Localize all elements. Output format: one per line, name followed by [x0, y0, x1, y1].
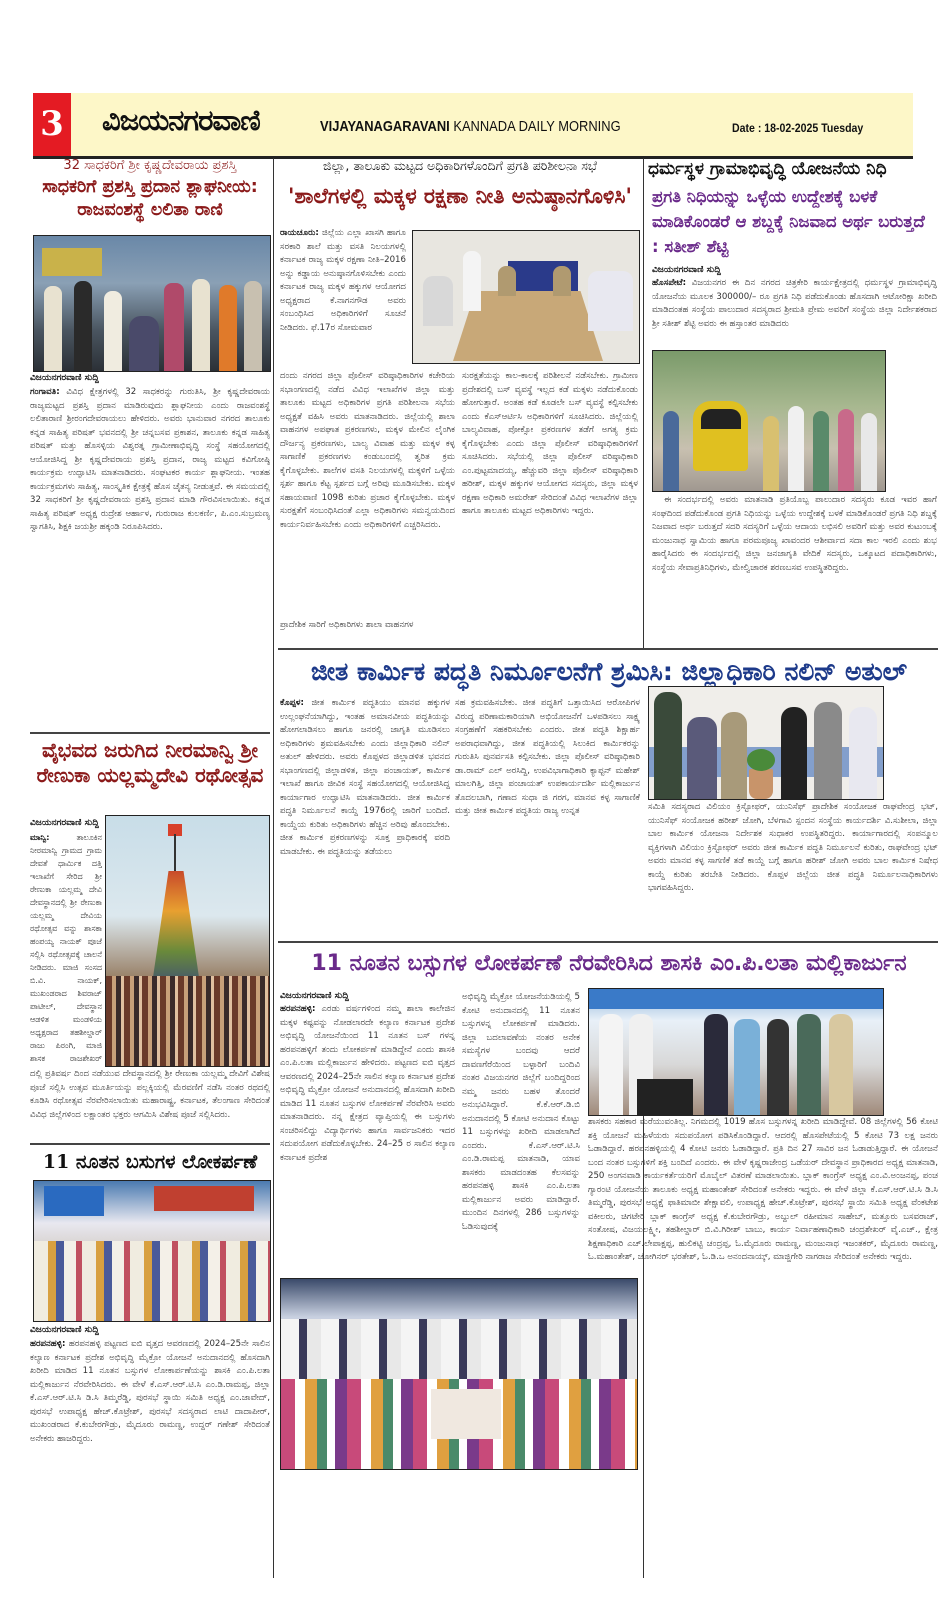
photo-person-standing — [463, 251, 481, 311]
photo-person — [654, 692, 682, 799]
photo-chariot — [151, 871, 201, 991]
photo-person — [829, 1014, 853, 1115]
photo-banner — [589, 989, 883, 1009]
workshop-inauguration-photo — [648, 686, 884, 800]
photo-person — [423, 276, 453, 326]
rathotsava-body-side — [30, 831, 102, 1066]
school-safety-intro-text: ಜಿಲ್ಲೆಯ ಎಲ್ಲಾ ಖಾಸಗಿ ಹಾಗೂ ಸರಕಾರಿ ಶಾಲೆ ಮತ್ತು ವಸತಿ ನಿಲಯಗಳಲ್ಲಿ ಕರ್ನಾಟಕ ರಾಜ್ಯ ಮಕ್ಕಳ ರಕ್ಷಣಾ ನೀತಿ–2016 ಅನ್ನು ಕಡ್ಡಾಯ ಅನುಷ್ಠಾನಗೊಳಿಸಬೇಕು ಎಂದು ಕರ್ನಾಟಕ ರಾಜ್ಯ ಮಕ್ಕಳ ಹಕ್ಕುಗಳ ಆಯೋಗದ ಅಧ್ಯಕ್ಷರಾದ ಕೆ.ನಾಗನಗೌಡ ಅವರು ಸಂಬಂಧಿಸಿದ ಅಧಿಕಾರಿಗಳಿಗೆ ಸೂಚನೆ ನೀಡಿದರು. ಫೆ.17ರ ಸೋಮವಾರ — [280, 228, 406, 333]
rathotsava-body-bottom: ದಲ್ಲಿ ಪ್ರತಿವರ್ಷ ದಿಂದ ನಡೆಯುವ ದೇವಸ್ಥಾನದಲ್ಲಿ ಶ್ರೀ ರೇಣುಕಾ ಯಲ್ಲಮ್ಮ ದೇವಿಗೆ ವಿಶೇಷ ಪೂಜೆ ಸಲ್ಲಿಸಿ ಉತ್ಸವ ಮೂರ್ತಿಯನ್ನು ಪಲ್ಲಕ್ಕಿಯಲ್ಲಿ ಮೆರವಣಿಗೆ ನಡೆಸಿ ನಂತರ ರಥದಲ್ಲಿ ಕೂಡಿಸಿ ರಥೋತ್ಸವ ನೆರವೇರಿಸಲಾಯಿತು ಮಹಾರಾಷ್ಟ್ರ, ಕರ್ನಾಟಕ, ತೆಲಂಗಾಣ ಸೇರಿದಂತೆ ವಿವಿಧ ಜಿಲ್ಲೆಗಳಿಂದ ಲಕ್ಷಾಂತರ ಭಕ್ತರು ಆಗಮಿಸಿ ವಿಶೇಷ ಪೂಜೆ ಸಲ್ಲಿಸಿದರು. — [30, 1069, 270, 1120]
rathotsava-dateline: ಮಾನ್ವಿ: — [30, 833, 50, 842]
bonded-labour-headline: ಜೀತ ಕಾರ್ಮಿಕ ಪದ್ಧತಿ ನಿರ್ಮೂಲನೆಗೆ ಶ್ರಮಿಸಿ: ಜಿಲ್ಲಾಧಿಕಾರಿ ನಲಿನ್ ಅತುಲ್ — [311, 657, 907, 686]
photo-person-seated — [129, 316, 159, 371]
school-safety-col2: ಸುರಕ್ಷತೆಯನ್ನು ಕಾಲ-ಕಾಲಕ್ಕೆ ಪರಿಶೀಲನೆ ನಡೆಸಬೇಕು. ಗ್ರಾಮೀಣ ಪ್ರದೇಶದಲ್ಲಿ ಬಸ್ ವ್ಯವಸ್ಥೆ ಇಲ್ಲದ ಕಡೆ ಮಕ್ಕಳು ನಡೆದುಕೊಂಡು ಹೋಗುತ್ತಾರೆ. ಅಂತಹ ಕಡೆ ಕೂಡಲೇ ಬಸ್ ವ್ಯವಸ್ಥೆ ಕಲ್ಪಿಸಬೇಕು ಎಂದು ಕೆಎಸ್ಆರ್ಟಿಸಿ ಅಧಿಕಾರಿಗಳಿಗೆ ಸೂಚಿಸಿದರು. ಜಿಲ್ಲೆಯಲ್ಲಿ ಬಾಲ್ಯವಿವಾಹ, ಪೋಕ್ಸೋ ಪ್ರಕರಣಗಳ ತಡೆಗೆ ಅಗತ್ಯ ಕ್ರಮ ಕೈಗೊಳ್ಳಬೇಕು ಎಂದು ಜಿಲ್ಲಾ ಪೊಲೀಸ್ ವರಿಷ್ಠಾಧಿಕಾರಿಗಳಿಗೆ ಸೂಚಿಸಿದರು. ಸಭೆಯಲ್ಲಿ ಜಿಲ್ಲಾ ಪೊಲೀಸ್ ವರಿಷ್ಠಾಧಿಕಾರಿ ಎಂ.ಪುಟ್ಟಮಾದಯ್ಯ, ಹೆಚ್ಚುವರಿ ಜಿಲ್ಲಾ ಪೊಲೀಸ್ ವರಿಷ್ಠಾಧಿಕಾರಿ ಹರೀಶ್, ಮಕ್ಕಳ ಹಕ್ಕುಗಳ ಆಯೋಗದ ಸದಸ್ಯರು, ಜಿಲ್ಲಾ ಮಕ್ಕಳ ರಕ್ಷಣಾ ಅಧಿಕಾರಿ ಅಮರೇಶ್ ಸೇರಿದಂತೆ ವಿವಿಧ ಇಲಾಖೆಗಳ ಜಿಲ್ಲಾ ಹಾಗೂ ತಾಲೂಕು ಮಟ್ಟದ ಅಧಿಕಾರಿಗಳು ಇದ್ದರು. — [462, 371, 638, 516]
subtitle-rest: KANNADA DAILY MORNING — [453, 118, 621, 135]
buses-main-col2: ಅಭಿವೃದ್ಧಿ ಮೈಕ್ರೋ ಯೋಜನೆಯಡಿಯಲ್ಲಿ 5 ಕೋಟಿ ಅನುದಾನದಲ್ಲಿ 11 ನೂತನ ಬಸ್ಸುಗಳನ್ನ ಲೋಕರ್ಪಣೆ ಮಾಡಿದರು. ಜಿಲ್ಲಾ ಬದಲಾವಣೆಯ ನಂತರ ಅನೇಕ ಸಮಸ್ಯೆಗಳ ಬಂದವು ಆದರೆ ದಾವಣಗೆರೆಯಿಂದ ಬಳ್ಳಾರಿಗೆ ಬಂದಿವಿ ನಂತರ ವಿಜಯನಗರ ಜಿಲ್ಲೆಗೆ ಬಂದಿದ್ದರಿಂದ ನಮ್ಮ ಜನರು ಬಹಳ ತೊಂದರೆ ಅನುಭವಿಸಿದ್ದಾರೆ. ಕೆ.ಕೆ.ಆರ್.ಡಿ.ಬಿ ಅನುದಾನದಲ್ಲಿ 5 ಕೋಟಿ ಅನುದಾನ ಕೊಟ್ಟು 11 ಬಸ್ಸುಗಳನ್ನು ಖರೀದಿ ಮಾಡಲಾಗಿದೆ ಎಂದರು. ಕೆ.ಎಸ್.ಆರ್.ಟಿ.ಸಿ ಎಂ.ಡಿ.ರಾಮಪ್ಪ ಮಾತನಾಡಿ, ಯಾವ ಶಾಸಕರು ಮಾಡದಂತಹ ಕೆಲಸವನ್ನು ಹರಪನಹಳ್ಳಿ ಶಾಸಕಿ ಎಂ.ಪಿ.ಲತಾ ಮಲ್ಲಿಕಾರ್ಜುನ ಅವರು ಮಾಡಿದ್ದಾರೆ. ಮುಂದಿನ ದಿನಗಳಲ್ಲಿ 286 ಬಸ್ಸುಗಳನ್ನು ಓಡಿಸುವುದಕ್ಕೆ — [462, 992, 580, 1232]
bus-inauguration-photo — [33, 1180, 271, 1322]
photo-police-officer — [553, 266, 571, 296]
award-body-text: ವಿವಿಧ ಕ್ಷೇತ್ರಗಳಲ್ಲಿ 32 ಸಾಧಕರನ್ನು ಗುರುತಿಸಿ, ಶ್ರೀ ಕೃಷ್ಣದೇವರಾಯ ರಾಜ್ಯಮಟ್ಟದ ಪ್ರಶಸ್ತಿ ಪ್ರದಾನ ಮಾಡಿರುವುದು ಶ್ಲಾಘನೀಯ ಎಂದು ರಾಜವಂಶಸ್ಥೆ ಲಲಿತಾರಾಣಿ ಶ್ರೀರಂಗದೇವರಾಯಲು ಹೇಳಿದರು. ಅವರು ಭಾನುವಾರ ನಗರದ ತಾಲೂಕು ಕನ್ನಡ ಸಾಹಿತ್ಯ ಪರಿಷತ್ ಭವನದಲ್ಲಿ ಶ್ರೀ ಚನ್ನಬಸವ ಪ್ರಕಾಶನ, ತಾಲೂಕು ಕನ್ನಡ ಸಾಹಿತ್ಯ ಪರಿಷತ್ ಮತ್ತು ಹೊಸಳ್ಳಿಯ ವಿಶ್ವರತ್ನ ಗ್ರಾಮೀಣಾಭಿವೃದ್ಧಿ ಸಂಸ್ಥೆ ಸಹಯೋಗದಲ್ಲಿ ಆಯೋಜಿಸಿದ್ದ ಶ್ರೀ ಕೃಷ್ಣದೇವರಾಯ ಪ್ರಶಸ್ತಿ ಪ್ರದಾನ, ರಾಜ್ಯ ಮಟ್ಟದ ಕವಿಗೋಷ್ಠಿ ಕಾರ್ಯಕ್ರಮ ಉದ್ಘಾಟಿಸಿ ಮಾತನಾಡಿದರು. ಸಂಘಟಕರ ಕಾರ್ಯ ಶ್ಲಾಘನೀಯ. ಇಂತಹ ಕಾರ್ಯಕ್ರಮಗಳು ಸಾಹಿತ್ಯ, ಸಾಂಸ್ಕೃತಿಕ ಕ್ಷೇತ್ರಕ್ಕೆ ಹೊಸ ಚೈತನ್ಯ ನೀಡುತ್ತವೆ. ಈ ಸಮಯದಲ್ಲಿ 32 ಸಾಧಕರಿಗೆ ಶ್ರೀ ಕೃಷ್ಣದೇವರಾಯ ಪ್ರಶಸ್ತಿ ಪ್ರದಾನ ಮಾಡಿ ಗೌರವಿಸಲಾಯಿತು. ಕನ್ನಡ ಸಾಹಿತ್ಯ ಪರಿಷತ್ ಅಧ್ಯಕ್ಷ ರುದ್ರೇಶ ಆರ್ಹಾಳ, ಗುರುರಾಜ ಕುಲಕರ್ಣಿ, ಪಿ.ಎಂ.ಸುಬ್ರಮಣ್ಯ ಸ್ವಾಗತಿಸಿ, ಶಿಕ್ಷಕಿ ಜಯಶ್ರೀ ಹಕ್ಕಂಡಿ ನಿರೂಪಿಸಿದರು. — [30, 387, 270, 532]
school-safety-intro — [280, 227, 406, 367]
award-body — [30, 386, 270, 724]
photo-bus-sign — [154, 1186, 254, 1211]
photo-person — [814, 702, 842, 799]
rathotsava-byline: ವಿಜಯನಗರವಾಣಿ ಸುದ್ದಿ — [30, 818, 99, 828]
school-safety-col1: ದಂದು ನಗರದ ಜಿಲ್ಲಾ ಪೊಲೀಸ್ ವರಿಷ್ಠಾಧಿಕಾರಿಗಳ ಕಚೇರಿಯ ಸಭಾಂಗಣದಲ್ಲಿ ನಡೆದ ವಿವಿಧ ಇಲಾಖೆಗಳ ಜಿಲ್ಲಾ ಮತ್ತು ತಾಲೂಕು ಮಟ್ಟದ ಅಧಿಕಾರಿಗಳ ಪ್ರಗತಿ ಪರಿಶೀಲನಾ ಸಭೆಯ ಅಧ್ಯಕ್ಷತೆ ವಹಿಸಿ ಅವರು ಮಾತನಾಡಿದರು. ಜಿಲ್ಲೆಯಲ್ಲಿ ಶಾಲಾ ವಾಹನಗಳ ಅಪಘಾತ ಪ್ರಕರಣಗಳು, ಮಕ್ಕಳ ಮೇಲಿನ ಲೈಂಗಿಕ ದೌರ್ಜನ್ಯ ಪ್ರಕರಣಗಳು, ಬಾಲ್ಯ ವಿವಾಹ ಮತ್ತು ಮಕ್ಕಳ ಕಳ್ಳ ಸಾಗಾಣಿಕೆ ಪ್ರಕರಣಗಳು ಕಂಡುಬಂದಲ್ಲಿ ತ್ವರಿತ ಕ್ರಮ ಕೈಗೊಳ್ಳಬೇಕು. ಶಾಲೆಗಳ ವಸತಿ ನಿಲಯಗಳಲ್ಲಿ ಮಕ್ಕಳಿಗೆ ಒಳ್ಳೆಯ ಸ್ಪರ್ಶ ಹಾಗೂ ಕೆಟ್ಟ ಸ್ಪರ್ಶದ ಬಗ್ಗೆ ಅರಿವು ಮೂಡಿಸಬೇಕು. ಮಕ್ಕಳ ಸಹಾಯವಾಣಿ 1098 ಕುರಿತು ಪ್ರಚಾರ ಕೈಗೊಳ್ಳಬೇಕು. ಮಕ್ಕಳ ಸುರಕ್ಷತೆಗೆ ಸಂಬಂಧಿಸಿದಂತೆ ಎಲ್ಲಾ ಅಧಿಕಾರಿಗಳು ಸಮನ್ವಯದಿಂದ ಕಾರ್ಯನಿರ್ವಹಿಸಬೇಕು ಎಂದು ಅಧಿಕಾರಿಗಳಿಗೆ ಎಚ್ಚರಿಸಿದರು. — [280, 371, 455, 530]
photo-person — [104, 291, 122, 371]
award-kicker: 32 ಸಾಧಕರಿಗೆ ಶ್ರೀ ಕೃಷ್ಣದೇವರಾಯ ಪ್ರಶಸ್ತಿ — [63, 158, 237, 173]
subtitle-bold: VIJAYANAGARAVANI — [320, 118, 450, 135]
buses-short-text: ಹರಪನಹಳ್ಳಿ ಪಟ್ಟಣದ ಐಬಿ ವೃತ್ತದ ಆವರಣದಲ್ಲಿ 2024–25ನೇ ಸಾಲಿನ ಕಲ್ಯಾಣ ಕರ್ನಾಟಕ ಪ್ರದೇಶ ಅಭಿವೃದ್ಧಿ ಮೈಕ್ರೋ ಯೋಜನೆ ಅನುದಾನದಲ್ಲಿ ಹೊಸದಾಗಿ ಖರೀದಿ ಮಾಡಿದ 11 ನೂತನ ಬಸ್ಸುಗಳ ಲೋಕಾರ್ಪಣೆಯನ್ನು ಶಾಸಕಿ ಎಂ.ಪಿ.ಲತಾ ಮಲ್ಲಿಕಾರ್ಜುನ ನೆರವೇರಿಸಿದರು. ಈ ವೇಳೆ ಕೆ.ಎಸ್.ಆರ್.ಟಿ.ಸಿ ಎಂ.ಡಿ.ರಾಮಪ್ಪ, ಜಿಲ್ಲಾ ಕೆ.ಎಸ್.ಆರ್.ಟಿ.ಸಿ ಡಿ.ಸಿ ತಿಮ್ಮರೆಡ್ಡಿ, ಪುರಸಭೆ ಸ್ಥಾಯಿ ಸಮಿತಿ ಅಧ್ಯಕ್ಷ ಎಂ.ಜಾವೇದ್, ಪುರಸಭೆ ಉಪಾಧ್ಯಕ್ಷ ಹೇಚ್.ಕೊಟ್ರೇಶ್, ಪುರಸಭೆ ಸದಸ್ಯರಾದ ಲಾಟಿ ದಾದಾಪೀರ್, ಮುಖಂಡರಾದ ಕೆ.ಕುಬೇರಗೌಡ್ರು, ಮೈದೂರು ರಾಮಣ್ಣ, ಉದ್ದರ್ ಗಣೇಶ್ ಸೇರಿದಂತೆ ಅನೇಕರು ಹಾಜರಿದ್ದರು. — [30, 1339, 270, 1444]
buses-short-byline: ವಿಜಯನಗರವಾಣಿ ಸುದ್ದಿ — [30, 1325, 99, 1335]
bonded-labour-col1 — [280, 697, 450, 933]
section-divider — [30, 1143, 270, 1145]
buses-short-body — [30, 1338, 270, 1578]
rathotsava-headline: ವೈಭವದ ಜರುಗಿದ ನೀರಮಾನ್ವಿ ಶ್ರೀ ರೇಣುಕಾ ಯಲ್ಲಮ್ಮದೇವಿ ರಥೋತ್ಸವ — [36, 738, 264, 787]
dharmasthala-byline: ವಿಜಯನಗರವಾಣಿ ಸುದ್ದಿ — [652, 265, 721, 275]
column-rule-left — [273, 158, 274, 1578]
award-headline: ಸಾಧಕರಿಗೆ ಪ್ರಶಸ್ತಿ ಪ್ರದಾನ ಶ್ಲಾಘನೀಯ: ರಾಜವಂಶಸ್ಥೆ ಲಲಿತಾ ರಾಣಿ — [42, 177, 258, 220]
photo-crowd — [106, 976, 269, 1066]
buses-main-col1-text: ಎರಡು ವರ್ಷಗಳಿಂದ ನಮ್ಮ ಶಾಲಾ ಕಾಲೇಜಿನ ಮಕ್ಕಳ ಕಷ್ಟವನ್ನು ನೋಡಲಾರದೇ ಕಲ್ಯಾಣ ಕರ್ನಾಟಕ ಪ್ರದೇಶ ಅಭಿವೃದ್ಧಿ ಯೋಜನೆಯಿಂದ 11 ನೂತನ ಬಸ್ ಗಳನ್ನ ಹರಪನಹಳ್ಳಿಗೆ ತಂದು ಲೋಕರ್ಪಣೆ ಮಾಡಿದ್ದೇನೆ ಎಂದು ಶಾಸಕಿ ಎಂ.ಪಿ.ಲತಾ ಮಲ್ಲಿಕಾರ್ಜುನ ಹೇಳಿದರು. ಪಟ್ಟಣದ ಐಬಿ ವೃತ್ತದ ಆವರಣದಲ್ಲಿ 2024–25ನೇ ಸಾಲಿನ ಕಲ್ಯಾಣ ಕರ್ನಾಟಕ ಪ್ರದೇಶ ಅಭಿವೃದ್ಧಿ ಮೈಕ್ರೋ ಯೋಜನೆ ಅನುದಾನದಲ್ಲಿ ಹೊಸದಾಗಿ ಖರೀದಿ ಮಾಡಿದ 11 ನೂತನ ಬಸ್ಸುಗಳ ಲೋಕರ್ಪಣೆ ನೆರವೇರಿಸಿ ಅವರು ಮಾತನಾಡಿದರು. ನನ್ನ ಕ್ಷೇತ್ರದ ವ್ಯಾಪ್ತಿಯಲ್ಲಿ ಈ ಬಸ್ಸುಗಳು ಸಂಚರಿಸಲಿದ್ದು ವಿದ್ಯಾರ್ಥಿಗಳು ಹಾಗೂ ಸಾರ್ವಜನಿಕರು ಇದರ ಸದುಪಯೋಗ ಪಡೆದುಕೊಳ್ಳಬೇಕು. 24–25 ರ ಸಾಲಿನ ಕಲ್ಯಾಣ ಕರ್ನಾಟಕ ಪ್ರದೇಶ — [280, 1004, 455, 1163]
photo-person — [813, 411, 829, 491]
photo-person — [788, 406, 804, 491]
photo-person — [797, 1014, 821, 1115]
photo-person — [244, 281, 262, 371]
photo-person — [44, 286, 62, 371]
buses-main-col3: ಶಾಸಕರು ಸಹಕಾರ ಮರೆಯುವಂತಿಲ್ಲ. ನಿಗಮದಲ್ಲಿ 1019 ಹೊಸ ಬಸ್ಸುಗಳನ್ನ ಖರೀದಿ ಮಾಡಿದ್ದೇವೆ. 08 ಜಿಲ್ಲೆಗಳಲ್ಲಿ 56 ಕೋಟಿ ಶಕ್ತಿ ಯೋಜನೆ ಮಹಿಳೆಯರು ಸದುಪಯೋಗ ಪಡಿಸಿಕೊಂಡಿದ್ದಾರೆ. ಆದರಲ್ಲಿ ಹೊಸಪೇಟೆಯಲ್ಲಿ 5 ಕೋಟಿ 73 ಲಕ್ಷ ಜನರು ಓಡಾಡಿದ್ದಾರೆ. ಹರಪನಹಳ್ಳಿಯಲ್ಲಿ 4 ಕೋಟಿ ಜನರು ಓಡಾಡಿದ್ದಾರೆ. ಪ್ರತಿ ದಿನ 27 ಸಾವಿರ ಜನ ಓಡಾಡುತ್ತಿದ್ದಾರೆ. ಈ ಯೋಜನೆ ಬಂದ ನಂತರ ಬಸ್ಸುಗಳಿಗೆ ಶಕ್ತಿ ಬಂದಿದೆ ಎಂದರು. ಈ ವೇಳೆ ಕೃಷ್ಣರಾಜೇಂದ್ರ ಒಡೆಯರ್ ದೇವಸ್ಥಾನ ಪ್ರಾಧಿಕಾರದ ಅಧ್ಯಕ್ಷ ಮಾತನಾಡಿ, 250 ಅಂಗನವಾಡಿ ಕಾರ್ಯಕರ್ತೆಯರಿಗೆ ಮೊಬೈಲ್ ವಿತರಣೆ ಮಾಡಲಾಯಿತು. ಬ್ಲಾಕ್ ಕಾಂಗ್ರೆಸ್ ಅಧ್ಯಕ್ಷ ಎಂ.ವಿ.ಅಂಜನಪ್ಪ, ಪಂಚ ಗ್ಯಾರಂಟಿ ಯೋಜನೆಯ ತಾಲೂಕು ಅಧ್ಯಕ್ಷ ಮಹಾಂತೇಶ್ ಸೇರಿದಂತೆ ಅನೇಕರು ಇದ್ದರು. ಈ ವೇಳೆ ಜಿಲ್ಲಾ ಕೆ.ಎಸ್.ಆರ್.ಟಿ.ಸಿ ಡಿ.ಸಿ ತಿಮ್ಮರೆಡ್ಡಿ, ಪುರಸಭೆ ಅಧ್ಯಕ್ಷೆ ಫಾತಿಮಾಬೀ ಶೇಕ್ಷಾವಲಿ, ಉಪಾಧ್ಯಕ್ಷ ಹೇಚ್.ಕೊಟ್ರೇಶ್, ಪುರಸಭೆ ಸ್ಥಾಯಿ ಸಮಿತಿ ಅಧ್ಯಕ್ಷ ವೆಂಕಟೇಶ ವಕೀಲರು, ಚಿಗಟೇರಿ ಬ್ಲಾಕ್ ಕಾಂಗ್ರೆಸ್ ಅಧ್ಯಕ್ಷ ಕೆ.ಕುಬೇರಗೌಡ್ರು, ಅಬ್ದುಲ್ ರಹೀಮಾನ ಸಾಹೇಬ್, ಮತ್ತೂರು ಬಸವರಾಜ್, ಸಂತೋಷ, ವಿಜಯಲಕ್ಷ್ಮೀ, ತಹಶೀಲ್ದಾರ್ ಬಿ.ವಿ.ಗಿರೀಶ್ ಬಾಬು, ಕಾರ್ಯ ನಿರ್ವಾಹಣಾಧಿಕಾರಿ ಚಂದ್ರಶೇಖರ್ ವೈ.ಎಚ್., ಕ್ಷೇತ್ರ ಶಿಕ್ಷಣಾಧಿಕಾರಿ ಎಚ್.ಲೇಪಾಕ್ಷಪ್ಪ, ಹುಲಿಕಟ್ಟಿ ಚಂದ್ರಪ್ಪ, ಓ.ಮೈದೂರು ರಾಮಣ್ಣ, ಮಂಜುನಾಥ ಇಜಂತಕರ್, ಮೈದೂರು ರಾಮಣ್ಣ, ಓ.ಮಹಾಂತೇಶ್, ಜೋಗಿನರ್ ಭರತೇಶ್, ಓ.ಡಿ.ಒ ಅನಂದನಾಯ್ಕ್, ಮಾಜ್ಜಿಗೇರಿ ನಾಗರಾಜ ಸೇರಿದಂತೆ ಅನೇಕರು ಇದ್ದರು. — [588, 1117, 938, 1262]
lamp-lighting-photo — [588, 988, 884, 1116]
photo-person-saree — [734, 1019, 760, 1115]
column-rule-right — [643, 158, 644, 648]
dharmasthala-dateline: ಹೊಸಪೇಟೆ: — [652, 278, 687, 288]
school-safety-kicker: ಜಿಲ್ಲಾ, ತಾಲೂಕು ಮಟ್ಟದ ಅಧಿಕಾರಿಗಳೊಂದಿಗೆ ಪ್ರಗತಿ ಪರಿಶೀಲನಾ ಸಭೆ — [323, 158, 597, 173]
photo-person — [74, 281, 92, 371]
photo-plant — [747, 749, 775, 771]
school-safety-col1-last: ಪ್ರಾದೇಶಿಕ ಸಾರಿಗೆ ಅಧಿಕಾರಿಗಳು ಶಾಲಾ ವಾಹನಗಳ — [280, 620, 414, 630]
dharmasthala-body-bottom: ಈ ಸಂದರ್ಭದಲ್ಲಿ ಅವರು ಮಾತನಾಡಿ ಪ್ರತಿಯೊಬ್ಬ ಪಾಲುದಾರ ಸದಸ್ಯರು ಕೂಡ ಇವರ ಹಾಗೆ ಸಂಘದಿಂದ ಪಡೆದುಕೊಂಡ ಪ್ರಗತಿ ನಿಧಿಯನ್ನು ಒಳ್ಳೆಯ ಉದ್ದೇಶಕ್ಕೆ ಬಳಕೆ ಮಾಡಿಕೊಂಡರೆ ಪ್ರಗತಿ ನಿಧಿ ಶಬ್ದಕ್ಕೆ ನಿಜವಾದ ಅರ್ಥ ಬರುತ್ತದೆ ಸದರಿ ಸದಸ್ಯರಿಗೆ ಒಳ್ಳೆಯ ಆದಾಯ ಲಭಿಸಲಿ ಅವರಿಗೆ ಮತ್ತು ಅವರ ಕುಟುಂಬಕ್ಕೆ ಮಂಜುನಾಥ ಸ್ವಾಮಿಯ ಹಾಗೂ ಪರಮಪೂಜ್ಯ ಖಾವಂದರ ಆಶೀರ್ವಾದ ಸದಾ ಕಾಲ ಇರಲಿ ಎಂದು ಶುಭ ಹಾರೈಸಿದರು ಈ ಸಂದರ್ಭದಲ್ಲಿ ಜಿಲ್ಲಾ ಜನಜಾಗೃತಿ ವೇದಿಕೆ ಸದಸ್ಯರು, ಒಕ್ಕೂಟದ ಪದಾಧಿಕಾರಿಗಳು, ಸಂಸ್ಥೆಯ ಸೇವಾಪ್ರತಿನಿಧಿಗಳು, ಮೇಲ್ವಿಚಾರಕ ಶರಣಬಸವ ಉಪಸ್ಥಿತರಿದ್ದರು. — [652, 495, 937, 573]
page-number: 3 — [33, 93, 71, 156]
buses-short-headline: 11 ನೂತನ ಬಸುಗಳ ಲೋಕರ್ಪಣೆ — [42, 1151, 258, 1173]
dharmasthala-headline: ಪ್ರಗತಿ ನಿಧಿಯನ್ನು ಒಳ್ಳೆಯ ಉದ್ದೇಶಕ್ಕೆ ಬಳಕೆ ಮಾಡಿಕೊಂಡರೆ ಆ ಶಬ್ದಕ್ಕೆ ನಿಜವಾದ ಅರ್ಥ ಬರುತ್ತದೆ : ಸತೀಶ್ ಶೆಟ್ಟಿ — [652, 187, 925, 256]
dharmasthala-kicker: ಧರ್ಮಸ್ಥಳ ಗ್ರಾಮಾಭಿವೃದ್ಧಿ ಯೋಜನೆಯ ನಿಧಿ — [648, 159, 887, 179]
photo-person — [781, 707, 807, 799]
newspaper-subtitle — [320, 118, 621, 135]
buses-main-col1 — [280, 1003, 455, 1273]
school-safety-dateline: ರಾಯಚೂರು: — [280, 228, 319, 238]
photo-auto-roof — [701, 409, 741, 429]
buses-short-dateline: ಹರಪನಹಳ್ಳಿ: — [30, 1339, 66, 1349]
photo-plant-pot — [749, 769, 773, 799]
review-meeting-photo — [412, 230, 640, 364]
award-byline: ವಿಜಯನಗರವಾಣಿ ಸುದ್ದಿ — [30, 373, 99, 383]
award-dateline: ಗಂಗಾವತಿ: — [30, 387, 60, 397]
dharmasthala-top-text: ವಿಜಯನಗರ ಈ ದಿನ ನಗರದ ಚಿತ್ರಕೇರಿ ಕಾರ್ಯಕ್ಷೇತ್ರದಲ್ಲಿ ಧರ್ಮಸ್ಥಳ ಗ್ರಾಮಾಭಿವೃದ್ಧಿ ಯೋಜನೆಯ ಮೂಲಕ 300000/– ರೂ ಪ್ರಗತಿ ನಿಧಿ ಪಡೆದುಕೊಂಡು ಹೊಸದಾಗಿ ಆಟೋರಿಕ್ಷಾ ಖರೀದಿ ಮಾಡಿದಂತಹ ಸಂಸ್ಥೆಯ ಪಾಲುದಾರ ಸದಸ್ಯರಾದ ಶ್ರೀಮತಿ ಪ್ರೇಮ ಅವರಿಗೆ ಸಂಸ್ಥೆಯ ಜಿಲ್ಲಾ ನಿರ್ದೇಶಕರಾದ ಶ್ರೀ ಸತೀಶ್ ಶೆಟ್ಟಿ ಅವರು ಈ ಹಸ್ತಾಂತರ ಮಾಡಿದರು — [652, 278, 937, 329]
photo-person — [588, 271, 633, 331]
photo-person — [164, 283, 184, 371]
photo-person — [763, 416, 779, 491]
photo-speaker — [637, 1079, 693, 1115]
bonded-labour-col1-text: ಜೀತ ಕಾರ್ಮಿಕ ಪದ್ಧತಿಯು ಮಾನವ ಹಕ್ಕುಗಳ ಉಲ್ಲಂಘನೆಯಾಗಿದ್ದು, ಇಂತಹ ಅಮಾನವೀಯ ಪದ್ಧತಿಯನ್ನು ಹೋಗಲಾಡಿಸಲು ಹಾಗೂ ಜನರಲ್ಲಿ ಜಾಗೃತಿ ಮೂಡಿಸಲು ಅಧಿಕಾರಿಗಳು ಶ್ರಮವಹಿಸಬೇಕು ಎಂದು ಜಿಲ್ಲಾಧಿಕಾರಿ ನಲಿನ್ ಅತುಲ್ ಹೇಳಿದರು. ಅವರು ಕೊಪ್ಪಳದ ಜಿಲ್ಲಾಡಳಿತ ಭವನದ ಸಭಾಂಗಣದಲ್ಲಿ ಜಿಲ್ಲಾಡಳಿತ, ಜಿಲ್ಲಾ ಪಂಚಾಯತ್, ಕಾರ್ಮಿಕ ಇಲಾಖೆ ಹಾಗೂ ಜೀವಿಕ ಸಂಸ್ಥೆ ಸಹಯೋಗದಲ್ಲಿ ಆಯೋಜಿಸಿದ್ದ ಕಾರ್ಯಾಗಾರ ಉದ್ಘಾಟಿಸಿ ಮಾತನಾಡಿದರು. ಜೀತ ಕಾರ್ಮಿಕ ಪದ್ಧತಿ ನಿರ್ಮೂಲನೆ ಕಾಯ್ದೆ 1976ರಲ್ಲಿ ಜಾರಿಗೆ ಬಂದಿದೆ. ಕಾಯ್ದೆಯ ಕುರಿತು ಅಧಿಕಾರಿಗಳು ಹೆಚ್ಚಿನ ಅರಿವು ಹೊಂದಬೇಕು. ಜೀತ ಕಾರ್ಮಿಕ ಪ್ರಕರಣಗಳನ್ನು ಸೂಕ್ತ ಪ್ರಾಧಿಕಾರಕ್ಕೆ ವರದಿ ಮಾಡಬೇಕು. ಈ ಪದ್ಧತಿಯನ್ನು ತಡೆಯಲು — [280, 698, 450, 857]
photo-person — [599, 1014, 623, 1115]
photo-crowd — [34, 1241, 270, 1321]
photo-flagpole — [174, 834, 176, 874]
bonded-labour-caption: ಸಮಿತಿ ಸದಸ್ಯರಾದ ವಿಲಿಯಂ ಕ್ರಿಸ್ಟೋಫರ್, ಯುನಿಸೆಫ್ ಪ್ರಾದೇಶಿಕ ಸಂಯೋಜಕ ರಾಘವೇಂದ್ರ ಭಟ್, ಯುನಿಸೆಫ್ ಸಂಯೋಜಕ ಹರೀಶ್ ಜೋಗಿ, ಬೆಳಗಾವಿ ಸ್ಪಂದನ ಸಂಸ್ಥೆಯ ಕಾರ್ಯದರ್ಶಿ ವಿ.ಸುಶೀಲಾ, ಜಿಲ್ಲಾ ಬಾಲ ಕಾರ್ಮಿಕ ಯೋಜನಾ ನಿರ್ದೇಶಕ ಸುಧಾಕರ ಉಪಸ್ಥಿತರಿದ್ದರು. ಕಾರ್ಯಾಗಾರದಲ್ಲಿ ಸಂಪನ್ಮೂಲ ವ್ಯಕ್ತಿಗಳಾಗಿ ವಿಲಿಯಂ ಕ್ರಿಸ್ಟೋಫರ್ ಅವರು ಜೀತ ಕಾರ್ಮಿಕ ಪದ್ಧತಿ ನಿರ್ಮೂಲನೆ ಕುರಿತು, ರಾಘವೇಂದ್ರ ಭಟ್ ಅವರು ಮಾನವ ಕಳ್ಳ ಸಾಗಣಿಕೆ ತಡೆ ಕಾಯ್ದೆ ಬಗ್ಗೆ ಹಾಗೂ ಹರೀಶ್ ಜೋಗಿ ಅವರು ಬಾಲ ಕಾರ್ಮಿಕ ನಿಷೇಧ ಕಾಯ್ದೆ ಕುರಿತು ತರಬೇತಿ ನೀಡಿದರು. ಕೊಪ್ಪಳ ಜಿಲ್ಲೆಯ ಜೀತ ಪದ್ಧತಿ ನಿರ್ಮೂಲನಾಧಿಕಾರಿಗಳು ಭಾಗವಹಿಸಿದ್ದರು. — [648, 802, 938, 893]
newspaper-logo: ವಿಜಯನಗರವಾಣಿ — [102, 103, 260, 137]
issue-date: Date : 18-02-2025 Tuesday — [732, 121, 864, 135]
rathotsava-side-text: ತಾಲೂಕಿನ ನೀರಮಾನ್ವಿ ಗ್ರಾಮದ ಗ್ರಾಮ ದೇವತೆ ಧಾರ್ಮಿಕ ದತ್ತಿ ಇಲಾಖೆಗೆ ಸೇರಿದ ಶ್ರೀ ರೇಣುಕಾ ಯಲ್ಲಮ್ಮ ದೇವಿ ದೇವಸ್ಥಾನದಲ್ಲಿ ಶ್ರೀ ರೇಣುಕಾ ಯಲ್ಲಮ್ಮ ದೇವಿಯ ರಥೋತ್ಸವ ವನ್ನು ಶಾಸಕಾ ಹಂಪಯ್ಯ ನಾಯಕ್ ಪೂಜೆ ಸಲ್ಲಿಸಿ ರಥೋತ್ಸವಕ್ಕೆ ಚಾಲನೆ ನೀಡಿದರು. ಮಾಜಿ ಸಂಸದ ಬಿ.ವಿ. ನಾಯಕ್, ಮುಖಂಡರಾದ ಶಿವರಾಜ್ ಪಾಟೀಲ್, ದೇವಸ್ಥಾನ ಆಡಳಿತ ಮಂಡಳಿಯ ಅಧ್ಯಕ್ಷರಾದ ತಹಶೀಲ್ದಾರ್ ರಾಜು ಪಿರಂಗಿ, ಮಾಜಿ ಶಾಸಕ ರಾಜಶೇಖರ್ — [30, 833, 102, 1063]
photo-person — [767, 1019, 789, 1115]
women-beneficiaries-photo — [280, 1278, 638, 1470]
buses-main-headline: 11 ನೂತನ ಬಸ್ಸುಗಳ ಲೋಕರ್ಪಣೆ ನೆರವೇರಿಸಿದ ಶಾಸಕಿ ಎಂ.ಪಿ.ಲತಾ ಮಲ್ಲಿಕಾರ್ಜುನ — [311, 951, 907, 976]
section-divider — [30, 732, 270, 734]
photo-person — [704, 1014, 728, 1115]
photo-person — [849, 707, 877, 799]
school-safety-headline: 'ಶಾಲೆಗಳಲ್ಲಿ ಮಕ್ಕಳ ರಕ್ಷಣಾ ನೀತಿ ಅನುಷ್ಠಾನಗೊಳಿಸಿ' — [288, 184, 632, 208]
photo-table — [431, 1389, 501, 1439]
photo-person — [721, 712, 747, 799]
photo-banner — [44, 1186, 104, 1216]
photo-person — [838, 409, 854, 491]
bonded-labour-col2: ಸಹ ಕ್ರಮವಹಿಸಬೇಕು. ಜೀತ ಪದ್ಧತಿಗೆ ಒತ್ತಾಯಿಸಿದ ಆರೋಪಿಗಳ ವಿರುದ್ಧ ಪರಿಣಾಮಕಾರಿಯಾಗಿ ಅಭಿಯೋಜನೆಗೆ ಒಳಪಡಿಸಲು ಸಾಕ್ಷ್ಯ ಸಂಗ್ರಹಣೆಗೆ ಸಹಕರಿಸಬೇಕು ಎಂದರು. ಜೀತ ಪದ್ಧತಿ ಶಿಕ್ಷಾರ್ಹ ಅಪರಾಧವಾಗಿದ್ದು, ಜೀತ ಪದ್ಧತಿಯಲ್ಲಿ ಸಿಲುಕಿದ ಕಾರ್ಮಿಕರನ್ನು ಗುರುತಿಸಿ ಪುನರ್ವಸತಿ ಕಲ್ಪಿಸಬೇಕು. ಜಿಲ್ಲಾ ಪೊಲೀಸ್ ವರಿಷ್ಠಾಧಿಕಾರಿ ಡಾ.ರಾಮ್ ಎಲ್ ಅರಸಿದ್ದಿ, ಉಪವಿಭಾಗಾಧಿಕಾರಿ ಕ್ಯಾಪ್ಟನ್ ಮಹೇಶ್ ಮಾಲಗಿತ್ತಿ, ಜಿಲ್ಲಾ ಪಂಚಾಯತ್ ಉಪಕಾರ್ಯದರ್ಶಿ ಮಲ್ಲಿಕಾರ್ಜುನ ತೊದಲಬಾಗಿ, ಗಣಾದ ಸುಧಾ ಜಿ ಗರಗ, ಮಾನವ ಕಳ್ಳ ಸಾಗಾಣಿಕೆ ಮತ್ತು ಜೀತ ಕಾರ್ಮಿಕ ಪದ್ಧತಿಯ ರಾಜ್ಯ ಉನ್ನತ — [455, 698, 640, 816]
photo-police-officer — [498, 266, 516, 296]
buses-main-byline: ವಿಜಯನಗರವಾಣಿ ಸುದ್ದಿ — [280, 991, 349, 1001]
bonded-labour-dateline: ಕೊಪ್ಪಳ: — [280, 698, 304, 708]
auto-rickshaw-handover-photo — [652, 350, 886, 492]
dharmasthala-body-top — [652, 277, 937, 347]
award-ceremony-photo — [33, 235, 271, 372]
photo-banner — [42, 248, 102, 276]
photo-person — [192, 279, 210, 371]
buses-main-dateline: ಹರಪನಹಳ್ಳಿ: — [280, 1004, 316, 1014]
photo-back-row — [281, 1319, 637, 1379]
photo-person — [687, 717, 717, 799]
photo-person — [861, 413, 877, 491]
chariot-festival-photo — [105, 815, 270, 1067]
photo-person — [219, 285, 237, 371]
photo-person — [663, 411, 679, 491]
